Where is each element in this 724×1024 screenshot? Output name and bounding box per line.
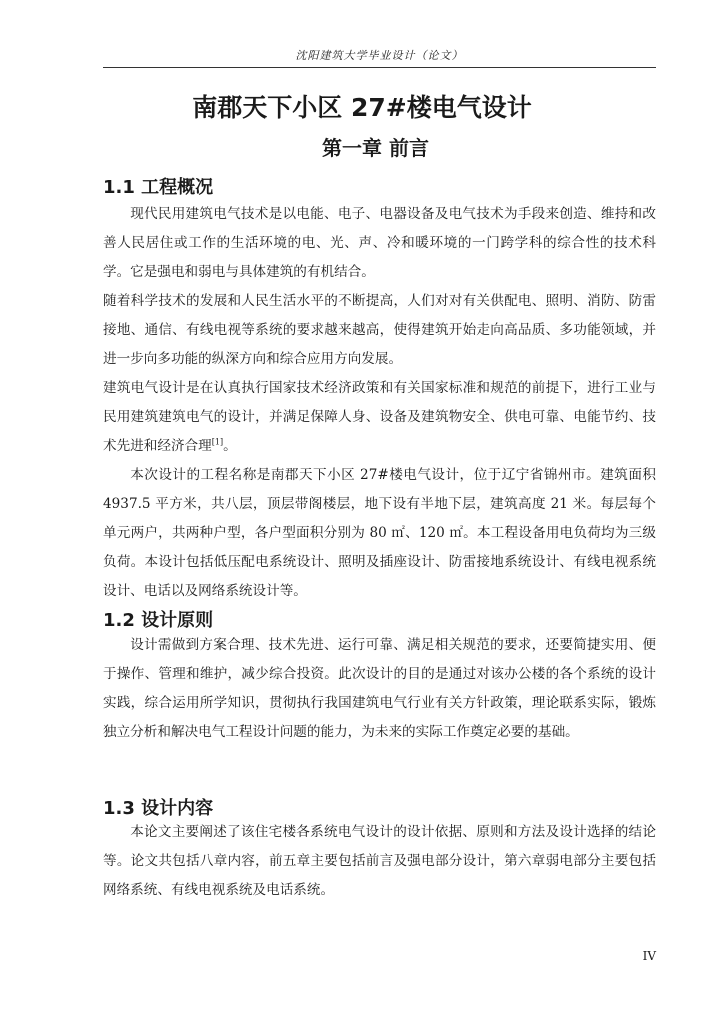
paragraph-overview-3-tail: 。	[223, 438, 237, 454]
chapter-heading: 第一章 前言	[322, 136, 429, 160]
running-header: 沈阳建筑大学毕业设计（论文）	[295, 49, 464, 62]
citation-mark: [1]	[211, 437, 224, 447]
section-heading-1-1: 1.1 工程概况	[103, 177, 214, 198]
paragraph-content: 本论文主要阐述了该住宅楼各系统电气设计的设计依据、原则和方法及设计选择的结论等。论文共包括八章内容，前五章主要包括前言及强电部分设计，第六章弱电部分主要包括网络系统、有线电视系统及电话系统。	[103, 824, 656, 898]
section-heading-1-2: 1.2 设计原则	[103, 610, 214, 631]
header-rule	[103, 67, 656, 68]
section-heading-1-3: 1.3 设计内容	[103, 798, 214, 819]
paragraph-overview-3	[103, 374, 656, 461]
page-number: IV	[642, 949, 656, 963]
document-title: 南郡天下小区 27#楼电气设计	[192, 93, 532, 122]
paragraph-overview-2: 随着科学技术的发展和人民生活水平的不断提高，人们对对有关供配电、照明、消防、防雷接地、通信、有线电视等系统的要求越来越高，使得建筑开始走向高品质、多功能领域，并进一步向多功能的纵深方向和综合应用方向发展。	[103, 293, 656, 367]
paragraph-overview-3-text: 建筑电气设计是在认真执行国家技术经济政策和有关国家标准和规范的前提下，进行工业与民用建筑建筑电气的设计，并满足保障人身、设备及建筑物安全、供电可靠、电能节约、技术先进和经济合理	[103, 380, 656, 454]
paragraph-overview-4: 本次设计的工程名称是南郡天下小区 27#楼电气设计，位于辽宁省锦州市。建筑面积 4937.5 平方米，共八层，顶层带阁楼层，地下设有半地下层，建筑高度 21 米。每层每个单元两户，共两种户型，各户型面积分别为 80 ㎡、120 ㎡。本工程设备用电负荷均为三级负荷。本设计包括低压配电系统设计、照明及插座设计、防雷接地系统设计、有线电视系统设计、电话以及网络系统设计等。	[103, 467, 656, 599]
paragraph-overview-1: 现代民用建筑电气技术是以电能、电子、电器设备及电气技术为手段来创造、维持和改善人民居住或工作的生活环境的电、光、声、冷和暖环境的一门跨学科的综合性的技术科学。它是强电和弱电与具体建筑的有机结合。	[103, 206, 656, 280]
paragraph-principles: 设计需做到方案合理、技术先进、运行可靠、满足相关规范的要求，还要简捷实用、便于操作、管理和维护，减少综合投资。此次设计的目的是通过对该办公楼的各个系统的设计实践，综合运用所学知识，贯彻执行我国建筑电气行业有关方针政策，理论联系实际，锻炼独立分析和解决电气工程设计问题的能力，为未来的实际工作奠定必要的基础。	[103, 637, 656, 740]
